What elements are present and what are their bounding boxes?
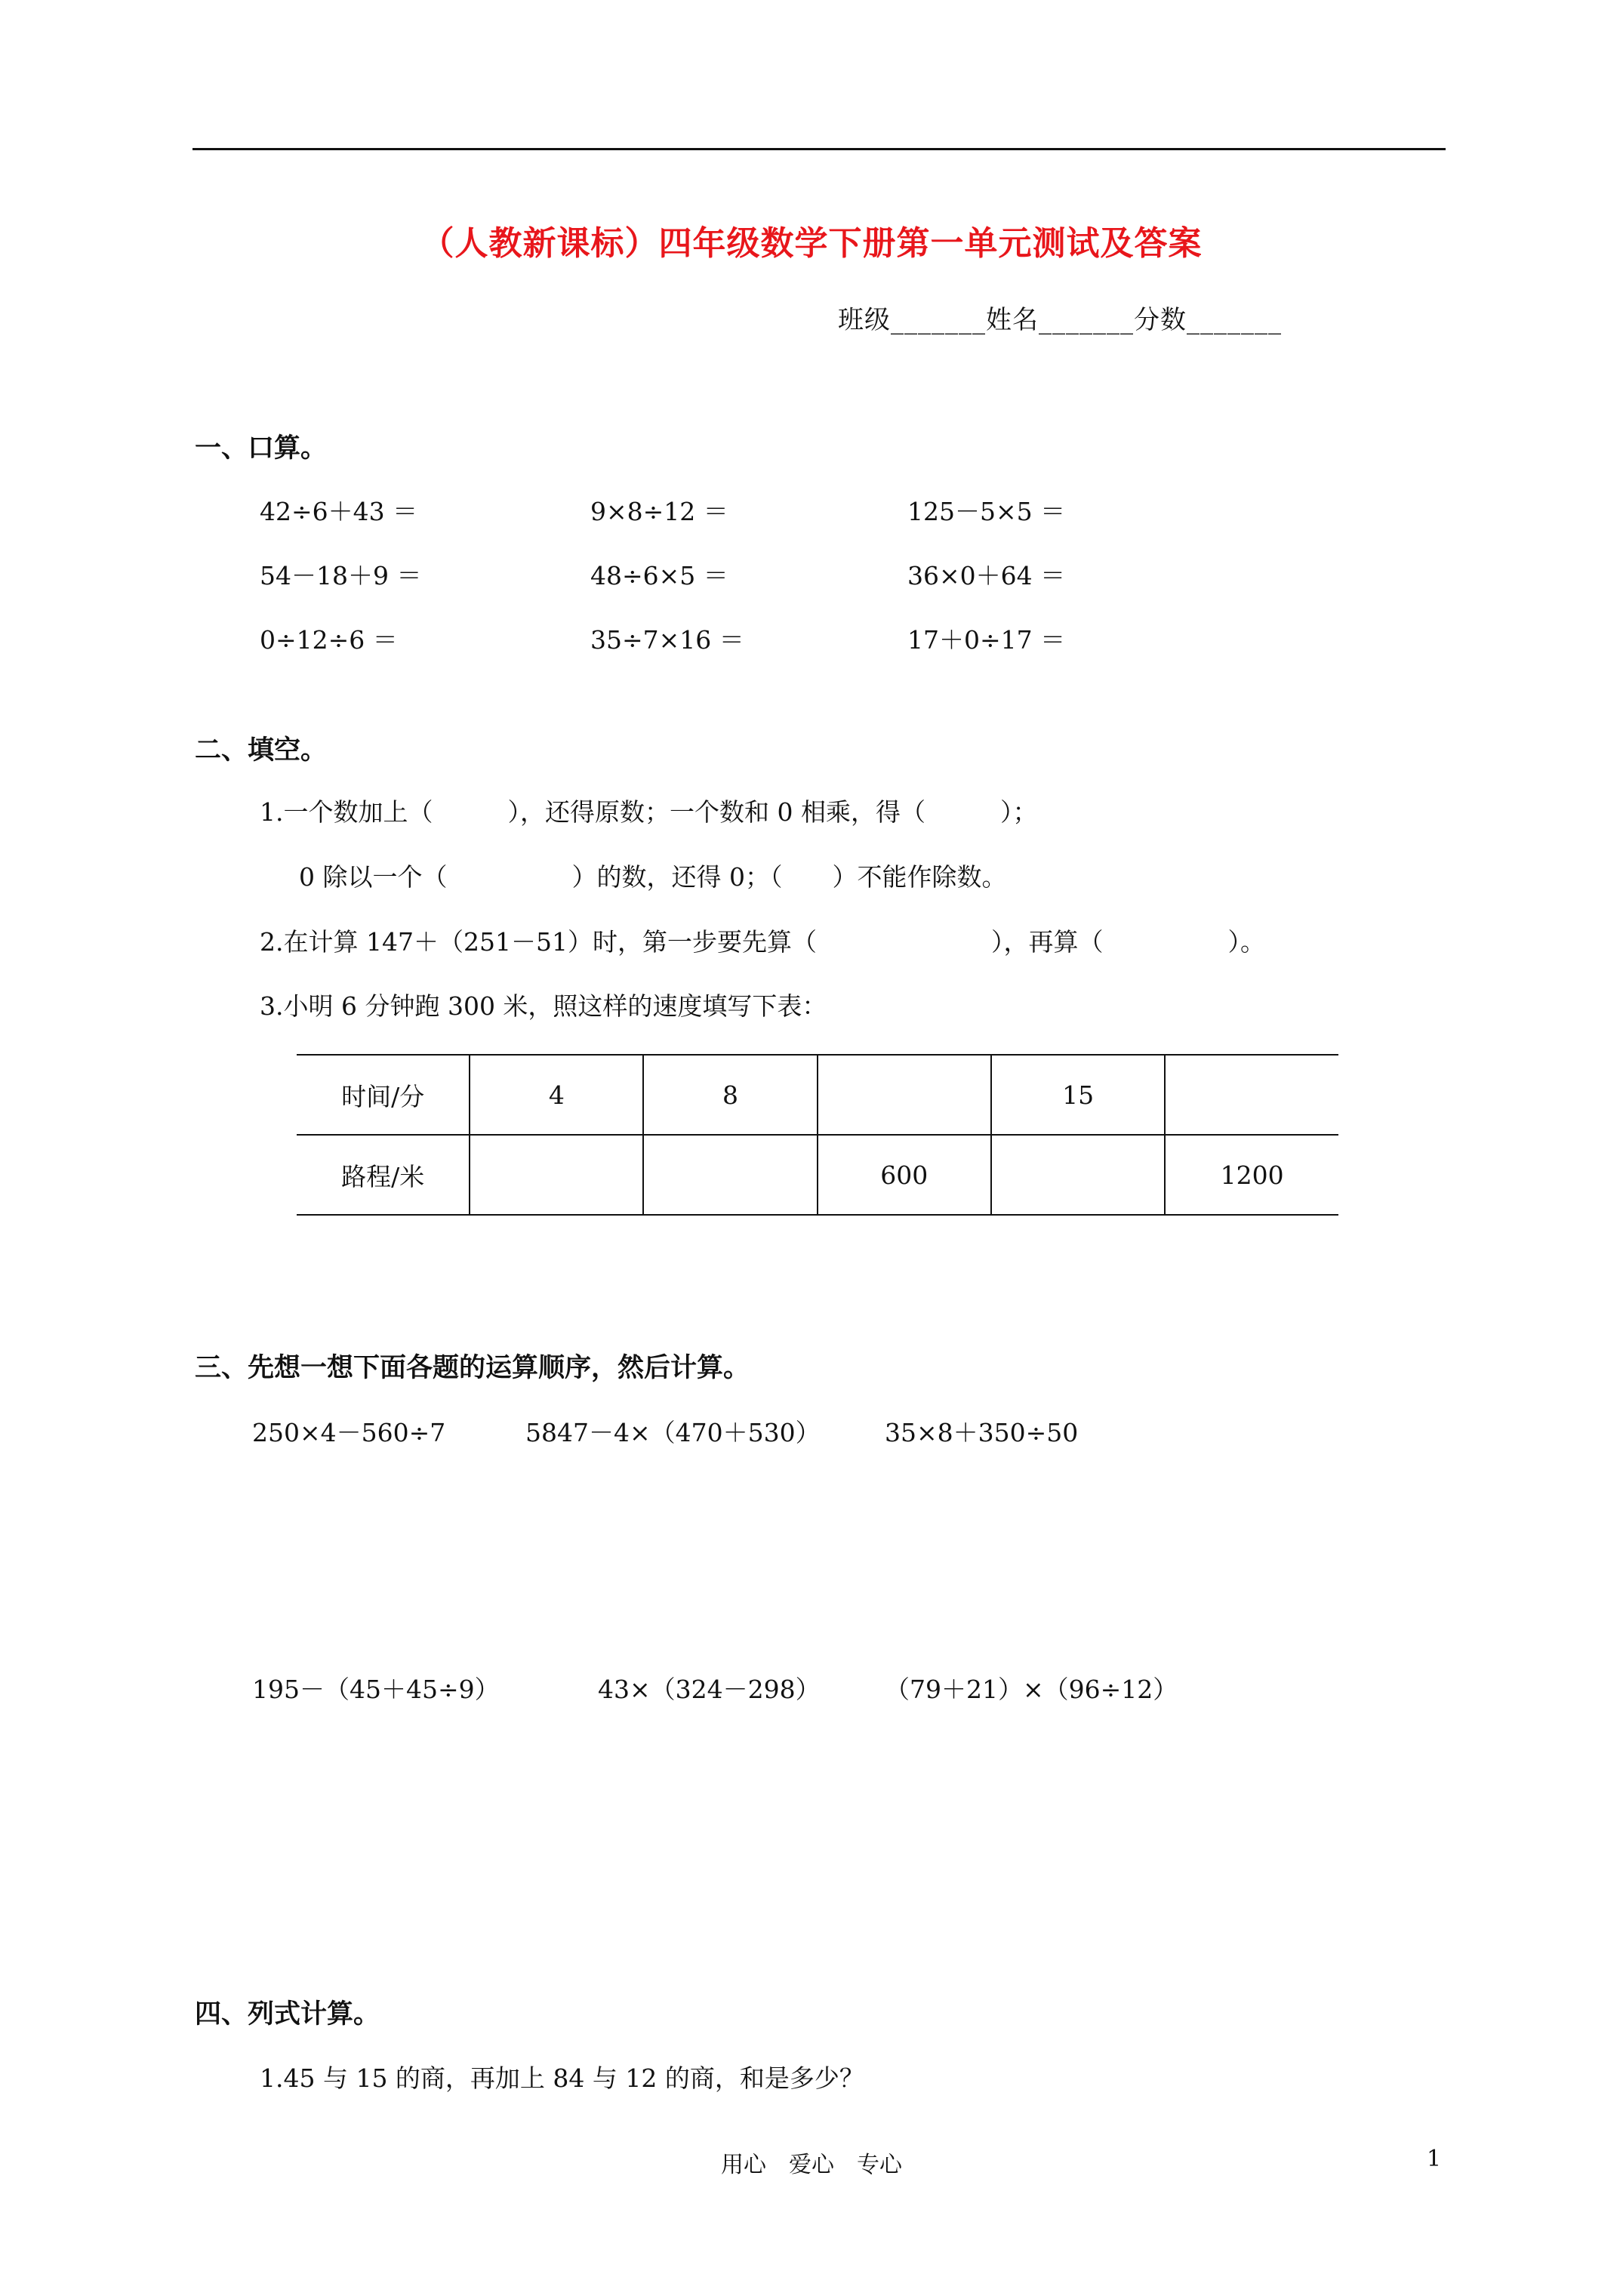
header-rule: [192, 148, 1446, 150]
table-cell: 4: [470, 1055, 643, 1135]
table-cell: [991, 1135, 1165, 1215]
table-row-distance: [297, 1135, 1338, 1215]
order-calc-item: 250×4－560÷7: [252, 1418, 446, 1447]
section-4-heading: 四、列式计算。: [195, 1999, 380, 2029]
speed-table-wrapper: [297, 1054, 1338, 1214]
table-cell: 路程/米: [297, 1135, 470, 1215]
order-calc-item: （79＋21）×（96÷12）: [885, 1675, 1178, 1704]
fill-blank-q3: 3.小明 6 分钟跑 300 米，照这样的速度填写下表：: [260, 991, 827, 1021]
mental-calc-item: 125－5×5 ＝: [907, 497, 1066, 526]
mental-calc-item: 48÷6×5 ＝: [590, 561, 728, 590]
order-calc-item: 43×（324－298）: [598, 1675, 821, 1704]
order-calc-item: 5847－4×（470＋530）: [525, 1418, 821, 1447]
table-cell: [470, 1135, 643, 1215]
table-cell: 时间/分: [297, 1055, 470, 1135]
mental-calc-item: 9×8÷12 ＝: [590, 497, 728, 526]
order-calc-item: 35×8＋350÷50: [885, 1418, 1079, 1447]
table-cell: [818, 1055, 991, 1135]
fill-blank-q2: 2.在计算 147＋（251－51）时，第一步要先算（ ），再算（ ）。: [260, 927, 1265, 957]
table-cell: 600: [818, 1135, 991, 1215]
document-title: （人教新课标）四年级数学下册第一单元测试及答案: [420, 224, 1203, 263]
fill-blank-q1-line2: 0 除以一个（ ）的数，还得 0；（ ）不能作除数。: [299, 862, 1007, 892]
expression-q1: 1.45 与 15 的商，再加上 84 与 12 的商，和是多少？: [260, 2063, 864, 2093]
table-cell: [643, 1135, 817, 1215]
page-number: 1: [1427, 2146, 1442, 2172]
table-cell: 8: [643, 1055, 817, 1135]
fill-blank-q1-line1: 1.一个数加上（ ），还得原数；一个数和 0 相乘，得（ ）；: [260, 797, 1038, 827]
table-cell: 15: [991, 1055, 1165, 1135]
mental-calc-item: 42÷6＋43 ＝: [260, 497, 418, 526]
order-calc-item: 195－（45＋45÷9）: [252, 1675, 500, 1704]
table-cell: [1165, 1055, 1338, 1135]
section-2-heading: 二、填空。: [195, 735, 328, 766]
mental-calc-item: 36×0＋64 ＝: [907, 561, 1066, 590]
page-footer: 用心 爱心 专心: [721, 2152, 902, 2178]
table-row-time: [297, 1055, 1338, 1135]
speed-table: [297, 1054, 1338, 1216]
mental-calc-item: 17＋0÷17 ＝: [907, 625, 1066, 655]
mental-calc-item: 0÷12÷6 ＝: [260, 625, 398, 655]
mental-calc-item: 54－18＋9 ＝: [260, 561, 422, 590]
section-1-heading: 一、口算。: [195, 433, 328, 464]
student-info-line: 班级_______姓名_______分数_______: [838, 305, 1282, 335]
section-3-heading: 三、先想一想下面各题的运算顺序，然后计算。: [195, 1352, 750, 1383]
mental-calc-item: 35÷7×16 ＝: [590, 625, 744, 655]
table-cell: 1200: [1165, 1135, 1338, 1215]
